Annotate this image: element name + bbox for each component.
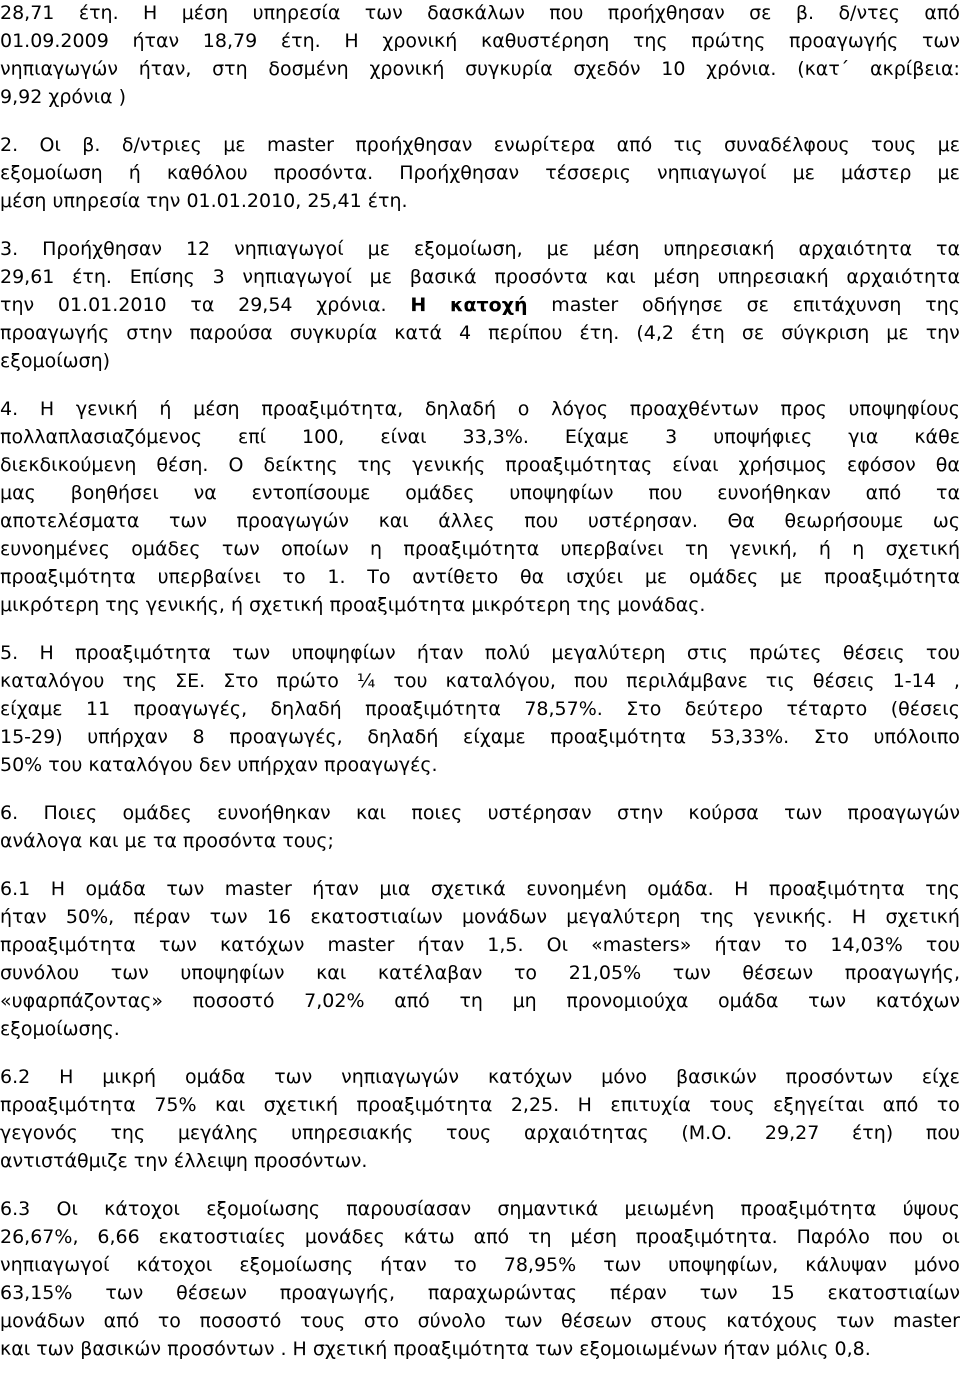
text-line: πολλαπλασιαζόμενος επί 100, είναι 33,3%. Είχαμε 3 υποψήφιες για κάθε [0, 426, 960, 448]
text-line: αντιστάθμιζε την έλλειψη προσόντων. [0, 1150, 368, 1172]
text-line: 01.09.2009 ήταν 18,79 έτη. Η χρονική καθυστέρηση της πρώτης προαγωγής των [0, 30, 960, 52]
text-line: νηπιαγωγοί κάτοχοι εξομοίωσης ήταν το 78,95% των υποψηφίων, κάλυψαν μόνο [0, 1254, 960, 1276]
text-line: και των βασικών προσόντων . Η σχετική προαξιμότητα των εξομοιωμένων ήταν μόλις 0,8. [0, 1338, 871, 1360]
text-line: μονάδων από το ποσοστό τους στο σύνολο των θέσεων στους κατόχους των master [0, 1310, 960, 1332]
text-line: μας βοηθήσει να εντοπίσουμε ομάδες υποψηφίων που ευνοήθηκαν από τα [0, 482, 960, 504]
text-line: 50% του καταλόγου δεν υπήρχαν προαγωγές. [0, 754, 438, 776]
text-line: 9,92 χρόνια ) [0, 86, 127, 108]
text-line: 5. Η προαξιμότητα των υποψηφίων ήταν πολύ μεγαλύτερη στις πρώτες θέσεις του [0, 642, 960, 664]
text-line: 26,67%, 6,66 εκατοστιαίες μονάδες κάτω από τη μέση προαξιμότητα. Παρόλο που οι [0, 1226, 960, 1248]
text-line: προαγωγής στην παρούσα συγκυρία κατά 4 περίπου έτη. (4,2 έτη σε σύγκριση με την [0, 322, 960, 344]
text-line: είχαμε 11 προαγωγές, δηλαδή προαξιμότητα 78,57%. Στο δεύτερο τέταρτο (θέσεις [0, 698, 960, 720]
text-line: την 01.01.2010 τα 29,54 χρόνια. Η κατοχή master οδήγησε σε επιτάχυνση της [0, 294, 960, 316]
text-line: διεκδικούμενη θέση. Ο δείκτης της γενικής προαξιμότητας είναι χρήσιμος εφόσον θα [0, 454, 960, 476]
text-line: εξομοίωσης. [0, 1018, 120, 1040]
text-line: μικρότερη της γενικής, ή σχετική προαξιμότητα μικρότερη της μονάδας. [0, 594, 706, 616]
text-line: προαξιμότητα των κατόχων master ήταν 1,5. Οι «masters» ήταν το 14,03% του [0, 934, 960, 956]
text-line: 6.1 Η ομάδα των master ήταν μια σχετικά ευνοημένη ομάδα. Η προαξιμότητα της [0, 878, 960, 900]
text-line: 63,15% των θέσεων προαγωγής, παραχωρώντας πέραν των 15 εκατοστιαίων [0, 1282, 960, 1304]
text-line: νηπιαγωγών ήταν, στη δοσμένη χρονική συγκυρία σχεδόν 10 χρόνια. (κατ΄ ακρίβεια: [0, 58, 960, 80]
text-line: καταλόγου της ΣΕ. Στο πρώτο ¼ του καταλόγου, που περιλάμβανε τις θέσεις 1-14 , [0, 670, 960, 692]
text-line: ευνοημένες ομάδες των οποίων η προαξιμότητα υπερβαίνει τη γενική, ή η σχετική [0, 538, 960, 560]
text-line: 6. Ποιες ομάδες ευνοήθηκαν και ποιες υστέρησαν στην κούρσα των προαγωγών [0, 802, 960, 824]
text-line: «υφαρπάζοντας» ποσοστό 7,02% από τη μη προνομιούχα ομάδα των κατόχων [0, 990, 960, 1012]
text-line: 29,61 έτη. Επίσης 3 νηπιαγωγοί με βασικά προσόντα και μέση υπηρεσιακή αρχαιότητα [0, 266, 960, 288]
text-line: προαξιμότητα 75% και σχετική προαξιμότητα 2,25. Η επιτυχία τους εξηγείται από το [0, 1094, 960, 1116]
text-line: 6.3 Οι κάτοχοι εξομοίωσης παρουσίασαν σημαντικά μειωμένη προαξιμότητα ύψους [0, 1198, 960, 1220]
text-line: 3. Προήχθησαν 12 νηπιαγωγοί με εξομοίωση, με μέση υπηρεσιακή αρχαιότητα τα [0, 238, 960, 260]
text-line: 2. Οι β. δ/ντριες με master προήχθησαν ενωρίτερα από τις συναδέλφους τους με [0, 134, 960, 156]
text-line: 4. Η γενική ή μέση προαξιμότητα, δηλαδή ο λόγος προαχθέντων προς υποψηφίους [0, 398, 960, 420]
text-line: ανάλογα και με τα προσόντα τους; [0, 830, 334, 852]
text-line: 28,71 έτη. Η μέση υπηρεσία των δασκάλων που προήχθησαν σε β. δ/ντες από [0, 2, 960, 24]
text-line: μέση υπηρεσία την 01.01.2010, 25,41 έτη. [0, 190, 408, 212]
text-line: εξομοίωση) [0, 350, 111, 372]
text-line: ήταν 50%, πέραν των 16 εκατοστιαίων μονάδων μεγαλύτερη της γενικής. Η σχετική [0, 906, 960, 928]
text-line: προαξιμότητα υπερβαίνει το 1. Το αντίθετο θα ισχύει με ομάδες με προαξιμότητα [0, 566, 960, 588]
text-line: συνόλου των υποψηφίων και κατέλαβαν το 21,05% των θέσεων προαγωγής, [0, 962, 960, 984]
text-line: γεγονός της μεγάλης υπηρεσιακής τους αρχαιότητας (Μ.Ο. 29,27 έτη) που [0, 1122, 960, 1144]
text-line: εξομοίωση ή καθόλου προσόντα. Προήχθησαν τέσσερις νηπιαγωγοί με μάστερ με [0, 162, 960, 184]
text-line: αποτελέσματα των προαγωγών και άλλες που υστέρησαν. Θα θεωρήσουμε ως [0, 510, 960, 532]
text-line: 15-29) υπήρχαν 8 προαγωγές, δηλαδή είχαμε προαξιμότητα 53,33%. Στο υπόλοιπο [0, 726, 960, 748]
text-line: 6.2 Η μικρή ομάδα των νηπιαγωγών κατόχων μόνο βασικών προσόντων είχε [0, 1066, 960, 1088]
